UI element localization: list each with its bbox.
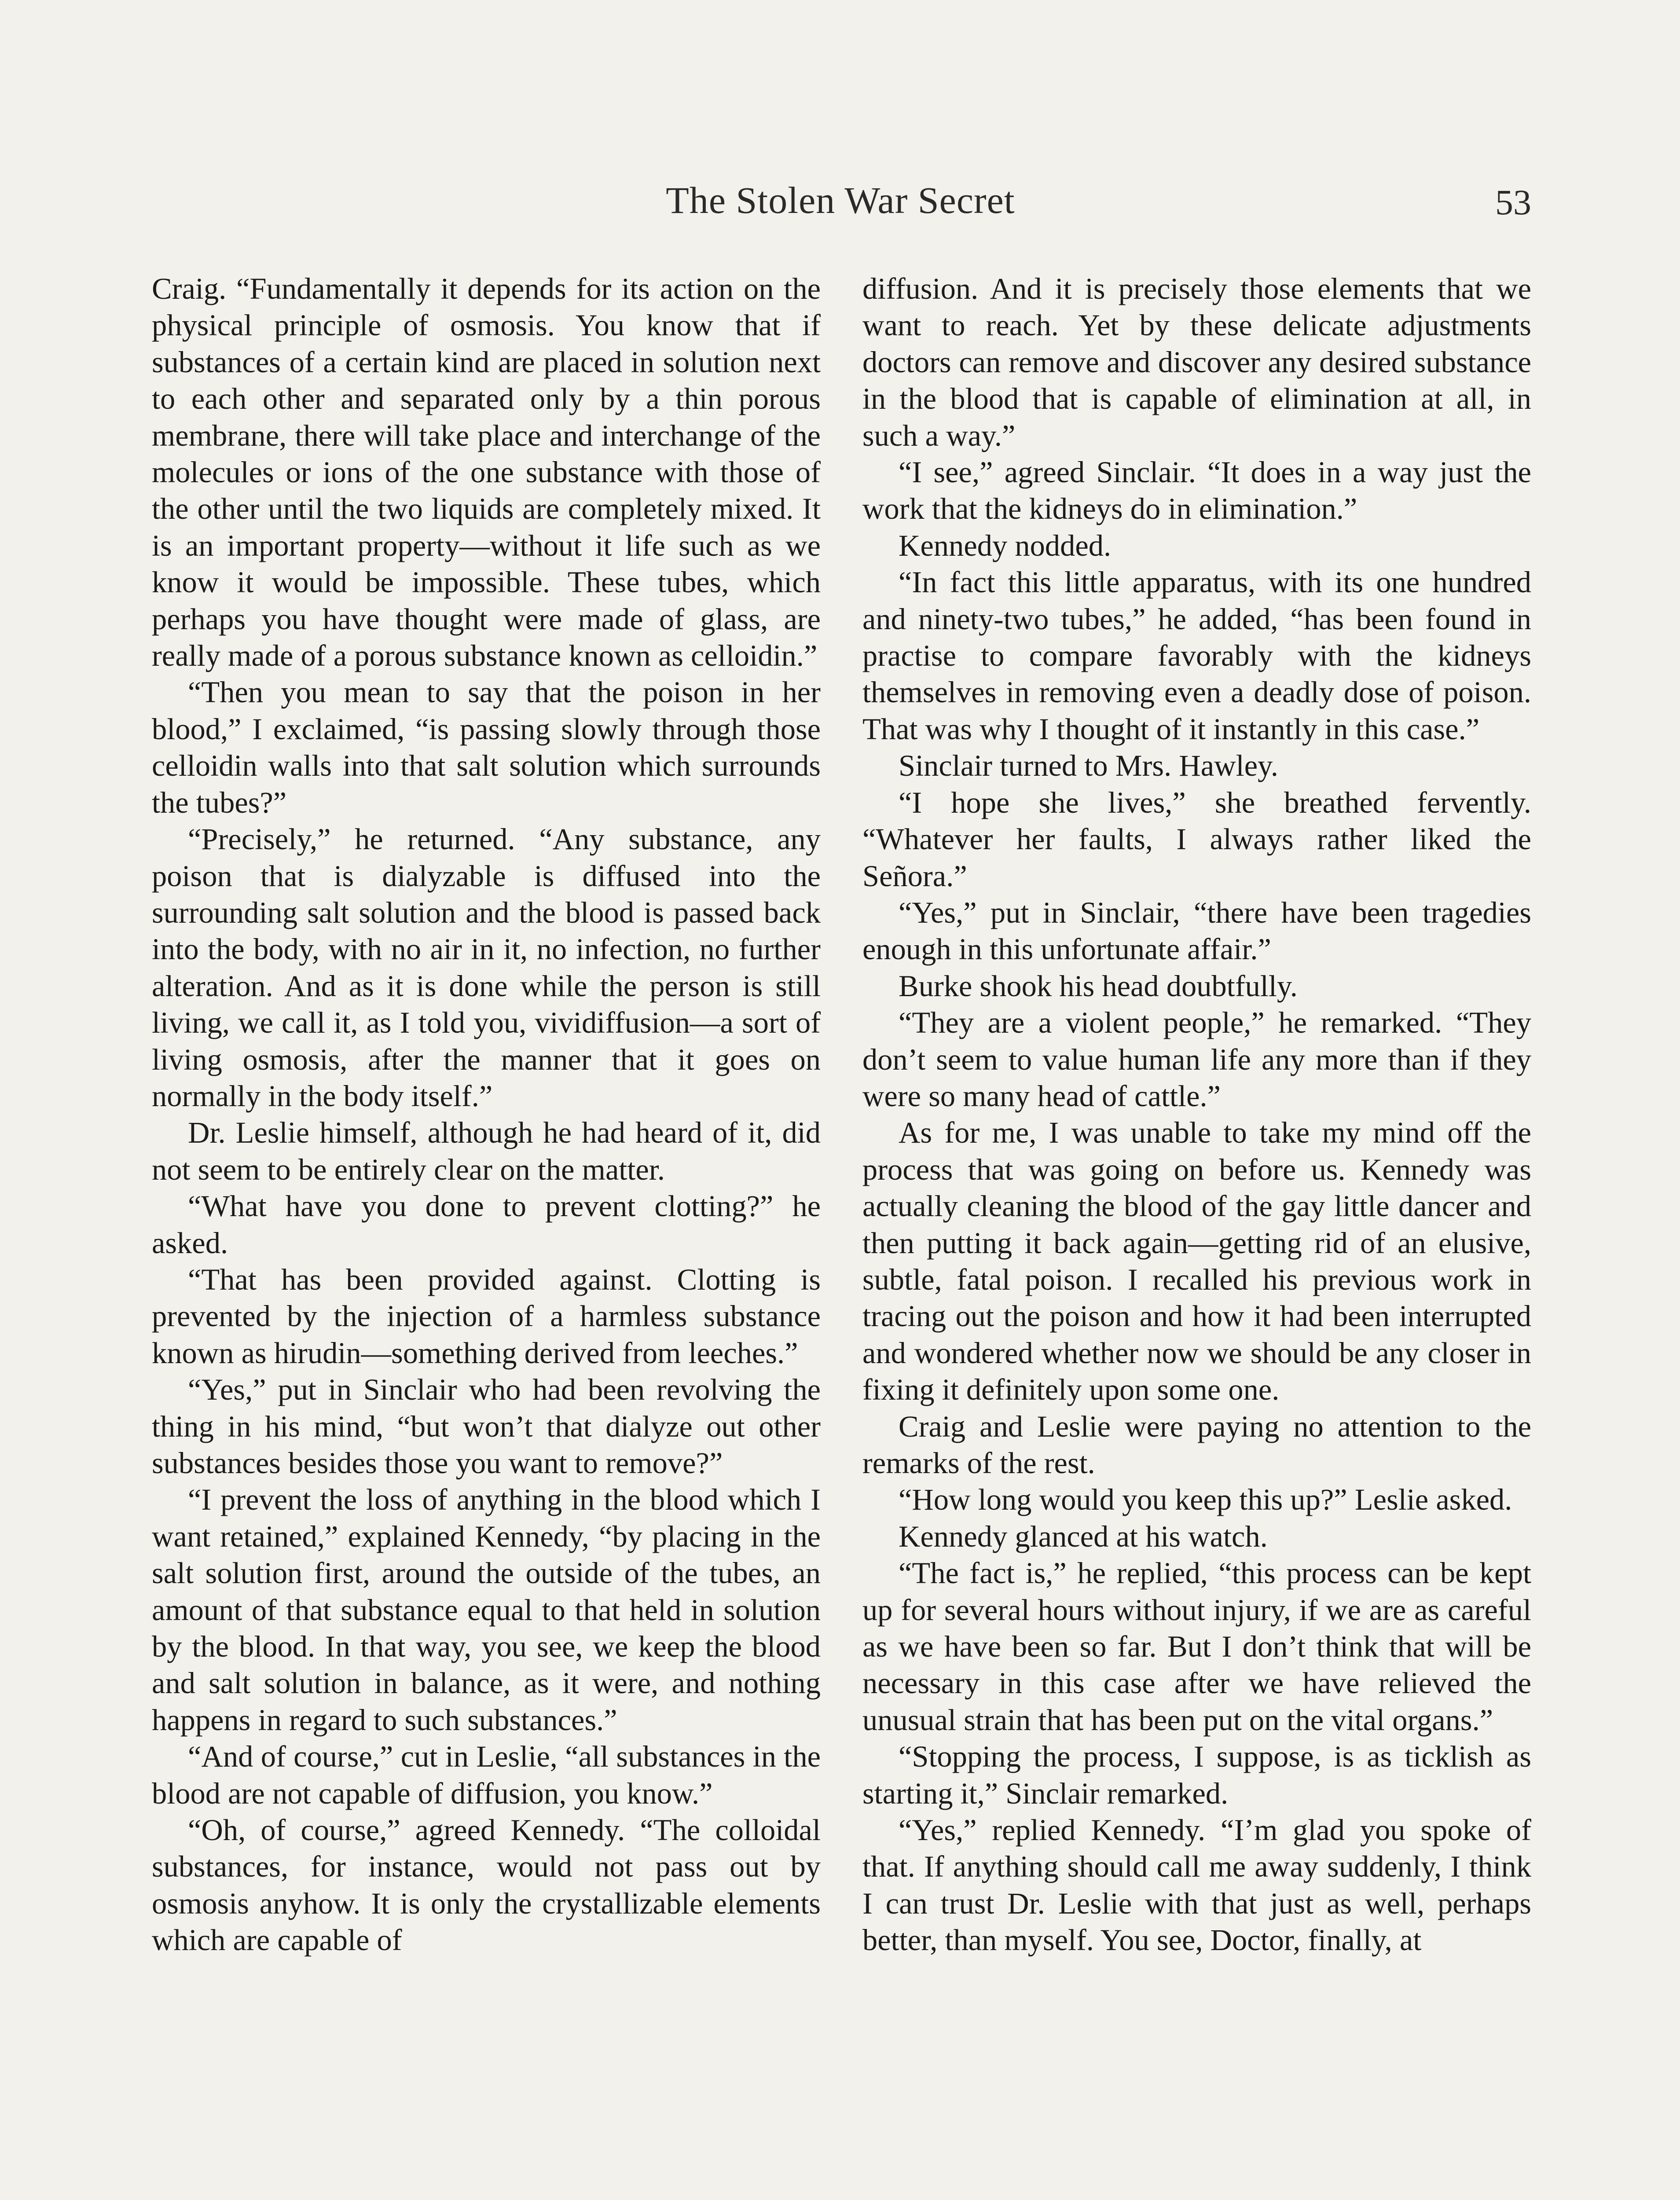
paragraph: As for me, I was unable to take my mind off the process that was going on before us. Kennedy was actually cleaning the blood of the gay little dancer and then putting it back again—getting rid of an elusive, subtle, fatal poison. I recalled his previous work in tracing out the poison and how it had been interrupted and wondered whether now we should be any closer in fixing it definitely upon some one. [862,1116,1531,1407]
paragraph: “I prevent the loss of anything in the blood which I want retained,” explained Kennedy, “by placing in the salt solution first, around the outside of the tubes, an amount of that substance equal to that held in solution by the blood. In that way, you see, we keep the blood and salt solution in balance, as it were, and nothing happens in regard to such substances.” [152,1483,821,1737]
paragraph: “That has been provided against. Clotting is prevented by the injection of a harmless substance known as hirudin—something derived from leeches.” [152,1262,821,1370]
paragraph: “Yes,” replied Kennedy. “I’m glad you spoke of that. If anything should call me away suddenly, I think I can trust Dr. Leslie with that just as well, perhaps better, than myself. You see, Doctor, finally, at [862,1813,1531,1957]
paragraph: “Then you mean to say that the poison in her blood,” I exclaimed, “is passing slowly through those celloidin walls into that salt solution which surrounds the tubes?” [152,675,821,819]
paragraph: “In fact this little apparatus, with its one hundred and ninety-two tubes,” he added, “has been found in practise to compare favorably with the kidneys themselves in removing even a deadly dose of poison. That was why I thought of it instantly in this case.” [862,565,1531,746]
paragraph: “Yes,” put in Sinclair who had been revolving the thing in his mind, “but won’t that dialyze out other substances besides those you want to remove?” [152,1373,821,1480]
paragraph: “And of course,” cut in Leslie, “all substances in the blood are not capable of diffusion, you know.” [152,1740,821,1810]
paragraph: Sinclair turned to Mrs. Hawley. [899,749,1279,783]
paragraph: “I see,” agreed Sinclair. “It does in a way just the work that the kidneys do in elimination.” [862,455,1531,526]
paragraph: Craig. “Fundamentally it depends for its action on the physical principle of osmosis. You know that if substances of a certain kind are placed in solution next to each other and separated only by a thin porous membrane, there will take place and interchange of the molecules or ions of the one substance with those of the other until the two liquids are completely mixed. It is an important property—without it life such as we know it would be impossible. These tubes, which perhaps you have thought were made of glass, are really made of a porous substance known as celloidin.” [152,272,821,673]
page-number: 53 [1495,182,1531,222]
paragraph: “The fact is,” he replied, “this process can be kept up for several hours without injury, if we are as careful as we have been so far. But I don’t think that will be necessary in this case after we have relieved the unusual strain that has been put on the vital organs.” [862,1556,1531,1737]
paragraph: “They are a violent people,” he remarked. “They don’t seem to value human life any more than if they were so many head of cattle.” [862,1006,1531,1113]
running-header [150,178,1531,235]
paragraph: Kennedy glanced at his watch. [899,1519,1268,1553]
right-column [862,271,1531,1959]
paragraph: “Stopping the process, I suppose, is as ticklish as starting it,” Sinclair remarked. [862,1740,1531,1810]
paragraph: Burke shook his head doubtfully. [899,969,1298,1003]
paragraph: “Oh, of course,” agreed Kennedy. “The colloidal substances, for instance, would not pass out by osmosis anyhow. It is only the crystallizable elements which are capable of [152,1813,821,1957]
paragraph: Dr. Leslie himself, although he had heard of it, did not seem to be entirely clear on the matter. [152,1116,821,1186]
paragraph: Kennedy nodded. [899,528,1111,562]
paragraph: “How long would you keep this up?” Leslie asked. [899,1483,1512,1517]
paragraph: Craig and Leslie were paying no attention to the remarks of the rest. [862,1409,1531,1480]
left-column [152,271,821,1959]
paragraph: “I hope she lives,” she breathed fervently. “Whatever her faults, I always rather liked the Señora.” [862,785,1531,893]
paragraph: diffusion. And it is precisely those elements that we want to reach. Yet by these delicate adjustments doctors can remove and discover any desired substance in the blood that is capable of elimination at all, in such a way.” [862,272,1531,452]
paragraph: “Yes,” put in Sinclair, “there have been tragedies enough in this unfortunate affair.” [862,895,1531,966]
paragraph: “What have you done to prevent clotting?” he asked. [152,1189,821,1260]
paragraph: “Precisely,” he returned. “Any substance, any poison that is dialyzable is diffused into the surrounding salt solution and the blood is passed back into the body, with no air in it, no infection, no further alteration. And as it is done while the person is still living, we call it, as I told you, vividiffusion—a sort of living osmosis, after the manner that it goes on normally in the body itself.” [152,822,821,1113]
running-title: The Stolen War Secret [666,179,1015,221]
